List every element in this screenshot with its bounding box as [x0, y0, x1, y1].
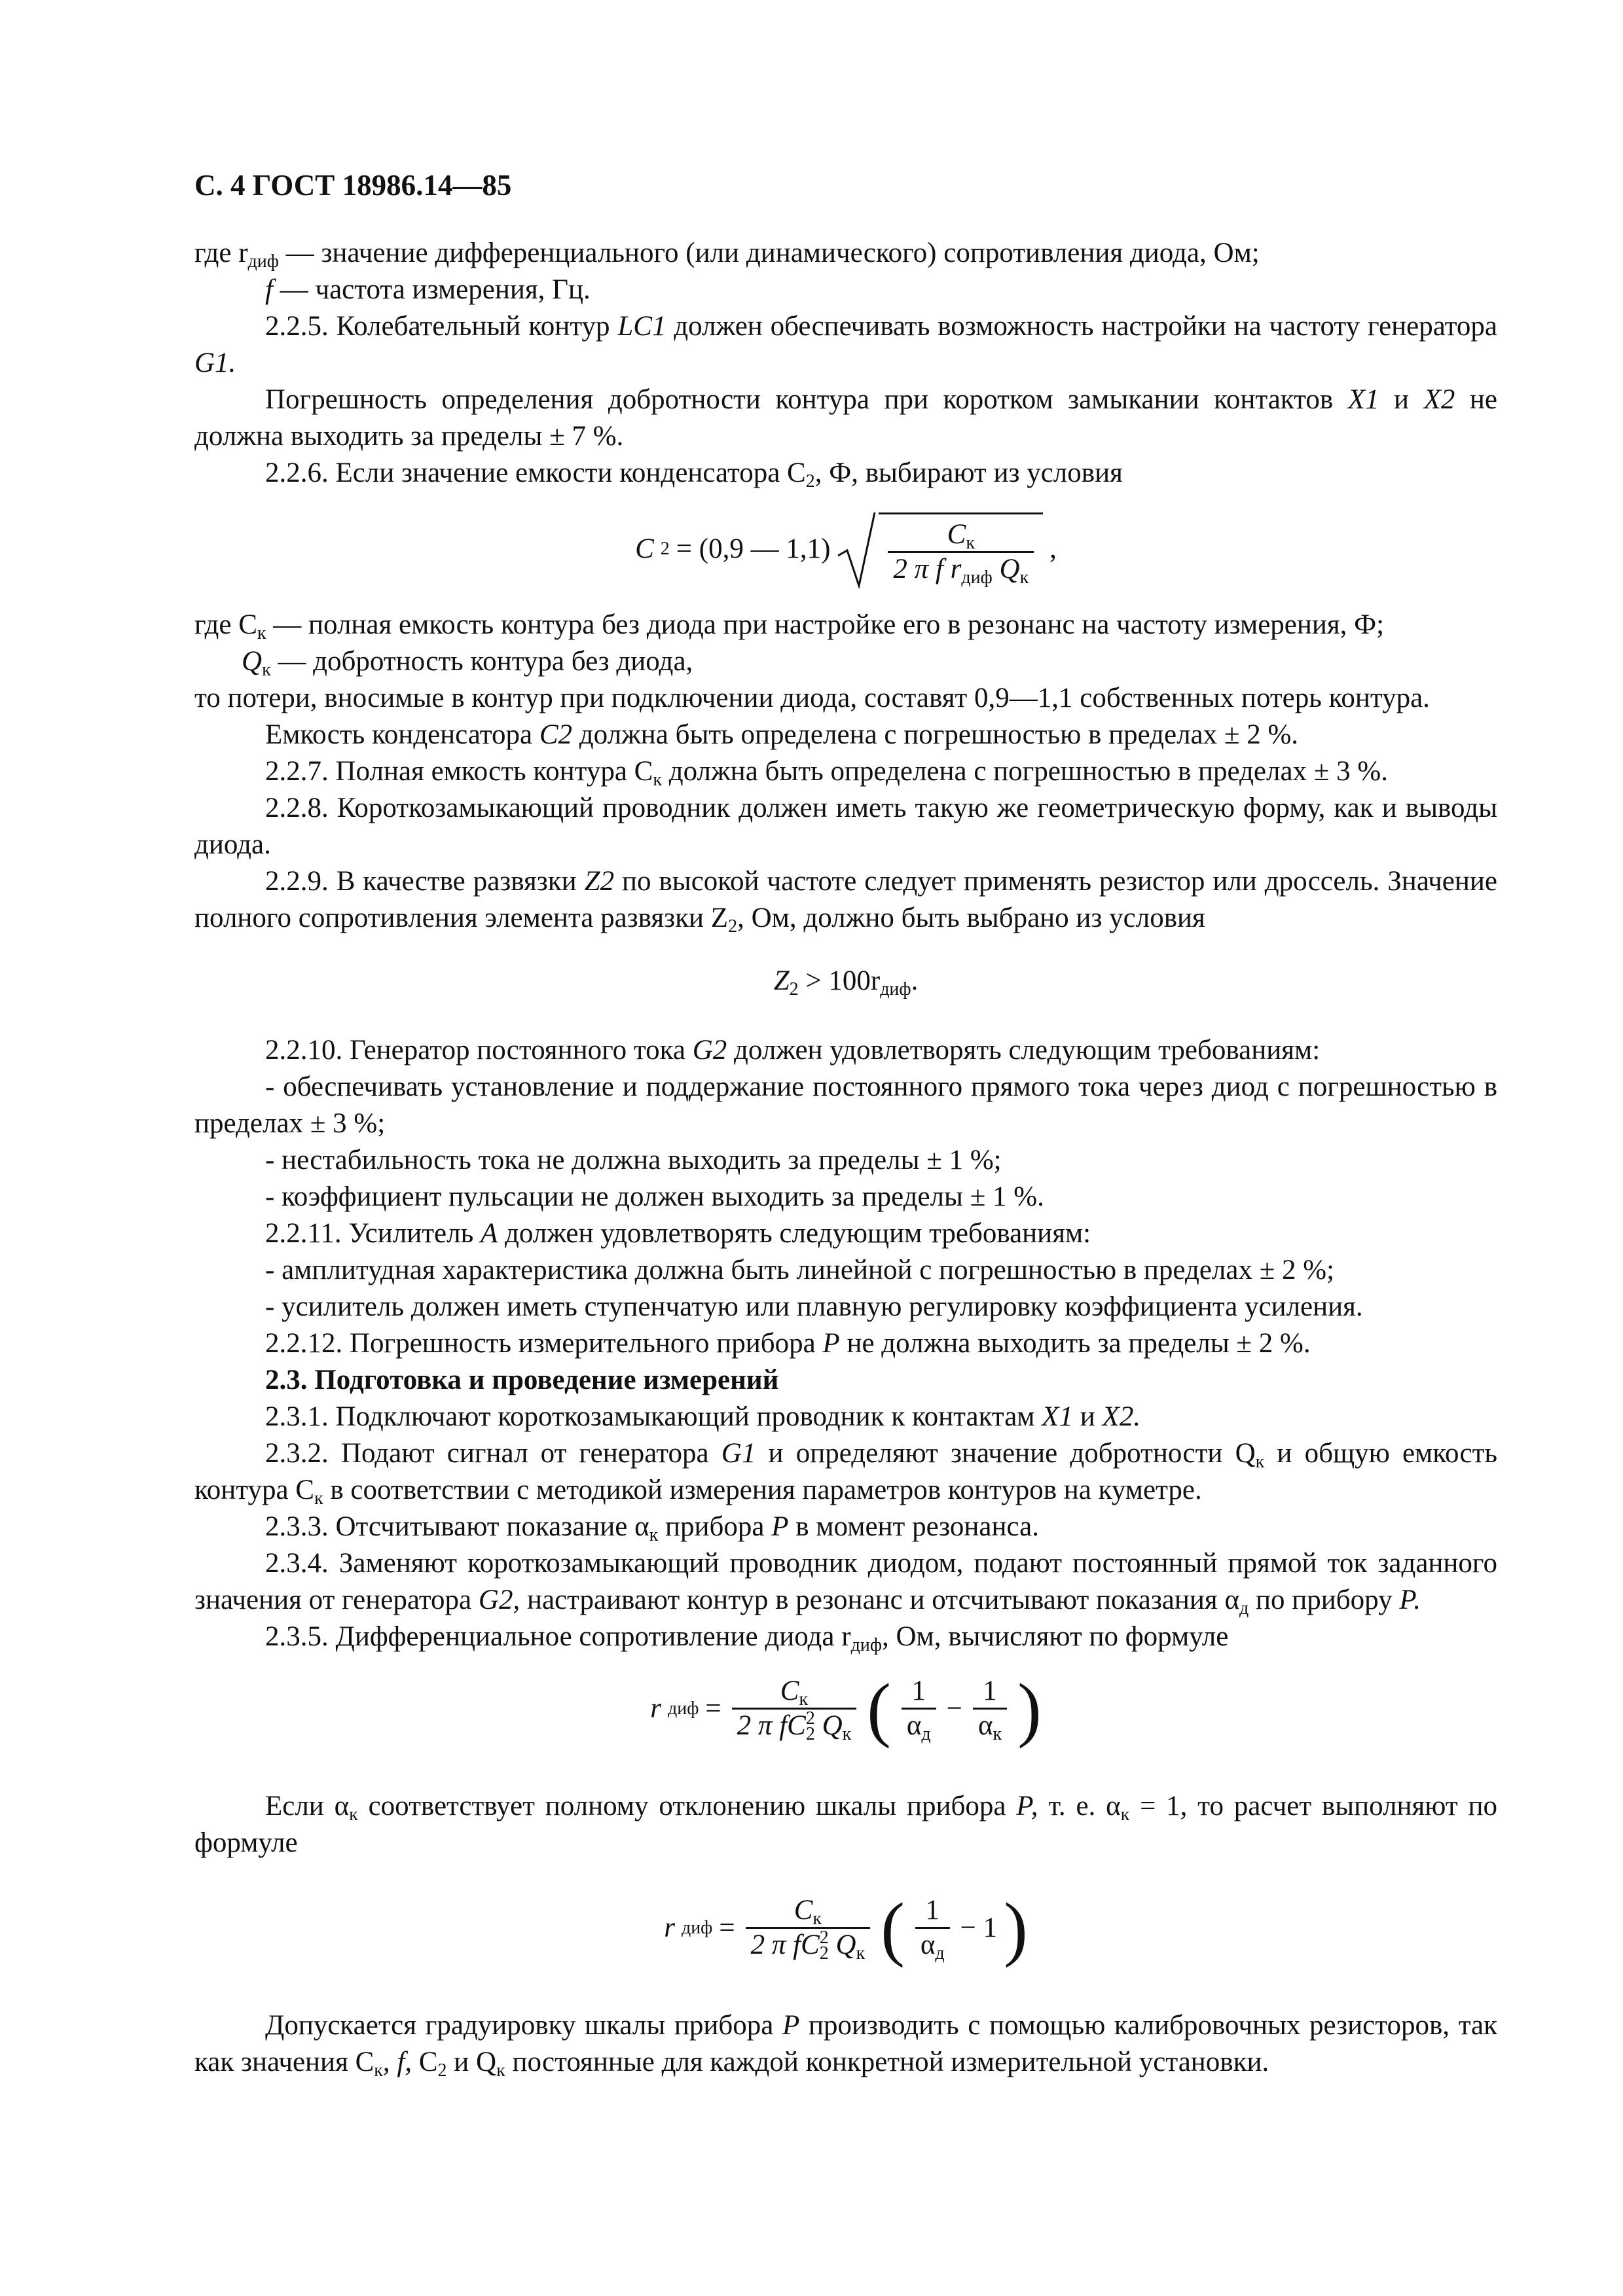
fraction-1-alpha-k: $\frac{1}{\alpha_к}$: [973, 1675, 1007, 1742]
line-f-definition: f — частота измерения, Гц.: [265, 274, 591, 305]
para-2-3-2: 2.3.2. Подают сигнал от генератора G1 и определяют значение добротности $Q_к$ и общую емкость контура $С_к$ в соответствии с методикой измерения параметров контуров на куметре.: [194, 1438, 1498, 1509]
para-if-full-scale: Если $\alpha_к$ соответствует полному отклонению шкалы прибора Р, т. е. $\alpha_к = 1$, то расчет выполняют по формуле: [194, 1791, 1497, 1858]
para-2-2-6: 2.2.6. Если значение емкости конденсатора $С_2$, Ф, выбирают из условия: [265, 457, 1123, 492]
formula-rdif-1: r диф = $\frac{С_к}{2 \pi fC^2_2 Q_к}$ ( $\frac{1}{\alpha_д}$ − $\frac{1}{\alpha_к}$ ): [650, 1668, 1042, 1749]
fraction-ck-2pifc: $\frac{С_к}{2 \pi fC^2_2 Q_к}$: [732, 1675, 857, 1742]
line-rdif-definition: где $r_{диф}$ — значение дифференциального (или динамического) сопротивления диода, Ом;: [194, 238, 1260, 272]
bullet-gain: - усилитель должен иметь ступенчатую или плавную регулировку коэффициента усиления.: [265, 1291, 1363, 1322]
line-qk-definition: $Q_к$ — добротность контура без диода,: [242, 646, 693, 680]
para-c2-capacitance: Емкость конденсатора С2 должна быть определена с погрешностью в пределах ± 2 %.: [265, 719, 1299, 750]
para-2-2-10: 2.2.10. Генератор постоянного тока G2 должен удовлетворять следующим требованиям:: [265, 1035, 1321, 1066]
fraction-ck-over: $\frac{С_к}{2 \pi f r_{диф} Q_к}$: [888, 518, 1034, 586]
line-ck-definition: где $С_к$ — полная емкость контура без диода при настройке его в резонанс на частоту измерения, Ф;: [194, 609, 1385, 643]
para-2-2-11: 2.2.11. Усилитель А должен удовлетворять следующим требованиям:: [265, 1218, 1091, 1249]
para-2-3-3: 2.3.3. Отсчитывают показание $\alpha_к$ прибора Р в момент резонанса.: [265, 1511, 1039, 1545]
bullet-ripple: - коэффициент пульсации не должен выходить за пределы ± 1 %.: [265, 1181, 1044, 1212]
sqrt-sign: [837, 510, 876, 588]
formula-rdif-2: r диф = $\frac{С_к}{2 \pi fC^2_2 Q_к}$ ( $\frac{1}{\alpha_д}$ − 1 ): [664, 1888, 1028, 1968]
para-2-2-8: 2.2.8. Короткозамыкающий проводник должен иметь такую же геометрическую форму, как и выводы диода.: [194, 793, 1497, 860]
para-calibration: Допускается градуировку шкалы прибора Р производить с помощью калибровочных резисторов, так как значения $С_к$, f, $С_2$ и $Q_к$ постоянные для каждой конкретной измерительной установки.: [194, 2010, 1497, 2081]
bullet-current: - обеспечивать установление и поддержание постоянного прямого тока через диод с погрешностью в пределах ± 3 %;: [194, 1071, 1497, 1139]
para-2-2-9: 2.2.9. В качестве развязки Z2 по высокой частоте следует применять резистор или дроссель. Значение полного сопротивления элемента развязки $Z_2$, Ом, должно быть выбрано из условия: [194, 866, 1497, 937]
section-heading-2-3: 2.3. Подготовка и проведение измерений: [265, 1365, 779, 1395]
document-page: [194, 167, 1497, 2081]
para-2-2-5-error: Погрешность определения добротности контура при коротком замыкании контактов X1 и X2 не должна выходить за пределы ± 7 %.: [194, 384, 1497, 452]
para-2-3-4: 2.3.4. Заменяют короткозамыкающий проводник диодом, подают постоянный прямой ток заданного значения от генератора G2, настраивают контур в резонанс и отсчитывают показания $\alpha_д$ по прибору Р.: [194, 1548, 1497, 1619]
para-2-3-5: 2.3.5. Дифференциальное сопротивление диода $r_{диф}$, Ом, вычисляют по формуле: [265, 1621, 1229, 1655]
fraction-1-alpha-d: $\frac{1}{\alpha_д}$: [902, 1675, 936, 1742]
bullet-instability: - нестабильность тока не должна выходить за пределы ± 1 %;: [265, 1145, 1002, 1175]
sqrt-body: [879, 512, 1043, 586]
fraction-1-alpha-d-2: $\frac{1}{\alpha_д}$: [915, 1894, 950, 1962]
formula-z2: $Z_2 > 100r_{диф}$.: [773, 965, 919, 999]
bullet-amplitude: - амплитудная характеристика должна быть линейной с погрешностью в пределах ± 2 %;: [265, 1255, 1335, 1285]
para-2-2-5: 2.2.5. Колебательный контур LC1 должен обеспечивать возможность настройки на частоту генератора G1.: [194, 311, 1498, 378]
para-2-2-7: 2.2.7. Полная емкость контура $С_к$ должна быть определена с погрешностью в пределах ± 3 %.: [265, 756, 1388, 790]
fraction-ck-2pifc-2: $\frac{С_к}{2 \pi fC^2_2 Q_к}$: [746, 1894, 871, 1962]
formula-c2: С 2 = (0,9 — 1,1) $\frac{С_к}{2 \pi f r_{диф} Q_к}$ ,: [194, 510, 1497, 588]
para-2-2-12: 2.2.12. Погрешность измерительного прибора Р не должна выходить за пределы ± 2 %.: [265, 1328, 1311, 1359]
para-2-3-1: 2.3.1. Подключают короткозамыкающий проводник к контактам X1 и X2.: [265, 1401, 1141, 1432]
page-header: С. 4 ГОСТ 18986.14—85: [194, 169, 512, 202]
line-losses: то потери, вносимые в контур при подключении диода, составят 0,9—1,1 собственных потерь контура.: [194, 683, 1430, 713]
